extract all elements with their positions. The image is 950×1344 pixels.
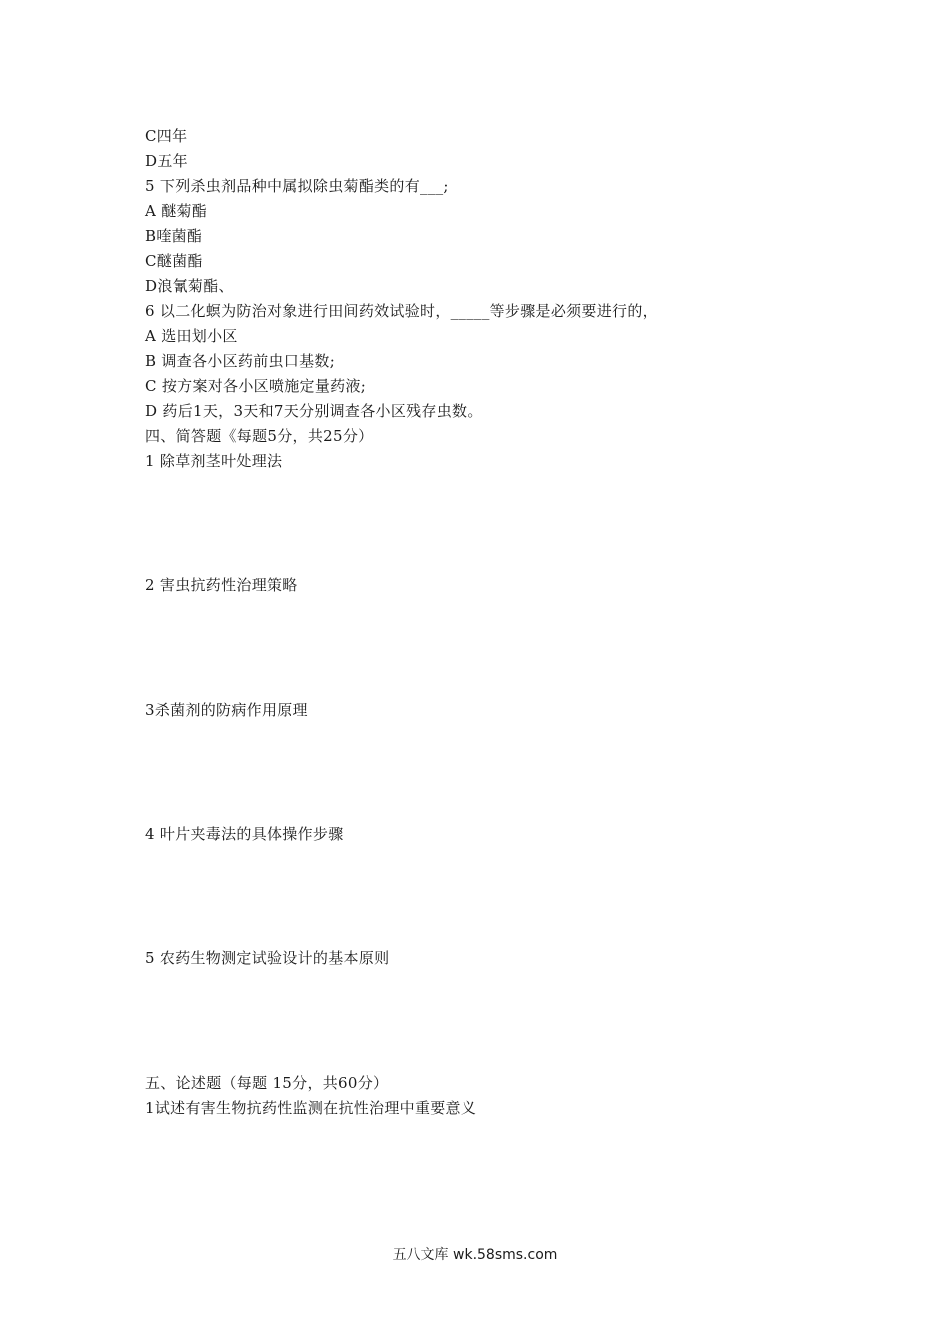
short-answer-2: 2 害虫抗药性治理策略 xyxy=(145,576,298,594)
short-answer-1: 1 除草剂茎叶处理法 xyxy=(145,452,283,470)
option-d-five-years: D五年 xyxy=(145,152,188,170)
question-6-option-b: B 调查各小区药前虫口基数; xyxy=(145,352,336,370)
question-5: 5 下列杀虫剂品种中属拟除虫菊酯类的有___; xyxy=(145,177,449,195)
short-answer-3: 3杀菌剂的防病作用原理 xyxy=(145,701,308,719)
page-footer-watermark: 五八文库 wk.58sms.com xyxy=(392,1247,558,1263)
section-5-heading: 五、论述题（每题 15分，共60分） xyxy=(145,1074,389,1092)
question-6-option-a: A 选田划小区 xyxy=(145,327,238,345)
essay-question-1: 1试述有害生物抗药性监测在抗性治理中重要意义 xyxy=(145,1099,477,1117)
question-5-option-d: D浪氰菊酯、 xyxy=(145,277,234,295)
question-5-option-b: B喹菌酯 xyxy=(145,227,203,245)
option-c-four-years: C四年 xyxy=(145,127,188,145)
section-4-heading: 四、简答题《每题5分，共25分） xyxy=(145,427,374,445)
question-6: 6 以二化螟为防治对象进行田间药效试验时，_____等步骤是必须要进行的， xyxy=(145,302,658,320)
short-answer-5: 5 农药生物测定试验设计的基本原则 xyxy=(145,949,390,967)
short-answer-4: 4 叶片夹毒法的具体操作步骤 xyxy=(145,825,344,843)
question-6-option-d: D 药后1天，3天和7天分别调查各小区残存虫数。 xyxy=(145,402,483,420)
question-5-option-a: A 醚菊酯 xyxy=(145,202,208,220)
question-6-option-c: C 按方案对各小区喷施定量药液; xyxy=(145,377,367,395)
question-5-option-c: C醚菌酯 xyxy=(145,252,203,270)
